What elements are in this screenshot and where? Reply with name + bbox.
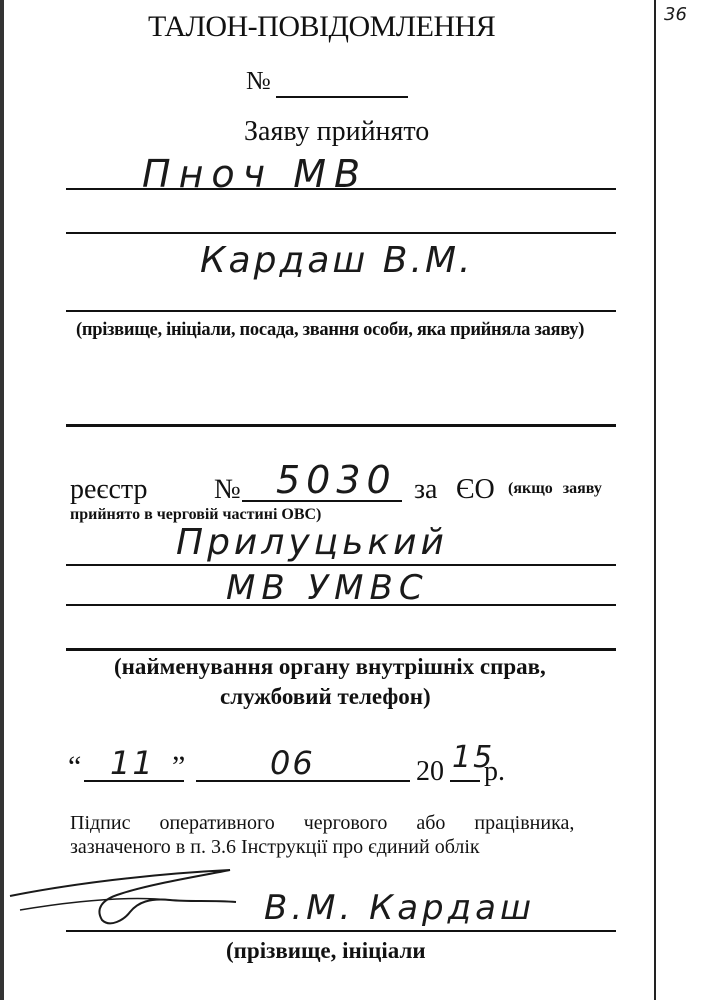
page-number: 36 — [664, 4, 687, 25]
accepted-name-handwritten: Пноч МВ — [142, 152, 369, 196]
registry-label: реєстр — [70, 474, 148, 505]
accepted-caption: (прізвище, ініціали, посада, звання особи, яка прийняла заяву) — [76, 320, 585, 340]
date-open-quote: “ — [68, 750, 82, 783]
accepted-officer-handwritten: Кардаш В.М. — [200, 240, 474, 281]
page-title: ТАЛОН-ПОВІДОМЛЕННЯ — [148, 10, 496, 43]
organ-caption-line2: службовий телефон) — [220, 684, 431, 709]
talon-number-label: № — [246, 66, 271, 95]
organ-handwritten-line2: МВ УМВС — [226, 568, 429, 608]
accepted-label: Заяву прийнято — [244, 116, 430, 147]
signature-text-line1: Підпис оперативного чергового або працівника, — [70, 812, 575, 834]
registry-note: (якщо заяву — [508, 480, 602, 497]
date-close-quote: ” — [172, 750, 186, 783]
organ-caption-line1: (найменування органу внутрішніх справ, — [114, 654, 546, 679]
signed-name-handwritten: В.М. Кардаш — [264, 888, 536, 928]
registry-number-label: № — [214, 474, 241, 505]
date-year-handwritten: 15 — [452, 740, 495, 775]
registry-number-handwritten: 5030 — [276, 458, 397, 502]
registry-note-line2: прийнято в черговій частині ОВС) — [70, 506, 322, 523]
date-year-prefix: 20 — [416, 756, 444, 787]
registry-for-label: за — [414, 474, 438, 505]
organ-handwritten-line1: Прилуцький — [176, 522, 448, 563]
registry-eo-label: ЄО — [456, 474, 495, 505]
signature-text-line2: зазначеного в п. 3.6 Інструкції про єдиний облік — [70, 836, 480, 858]
date-day-handwritten: 11 — [110, 744, 155, 782]
date-month-handwritten: 06 — [270, 744, 315, 782]
signature-caption: (прізвище, ініціали — [226, 938, 426, 963]
date-year-suffix: р. — [484, 756, 505, 787]
